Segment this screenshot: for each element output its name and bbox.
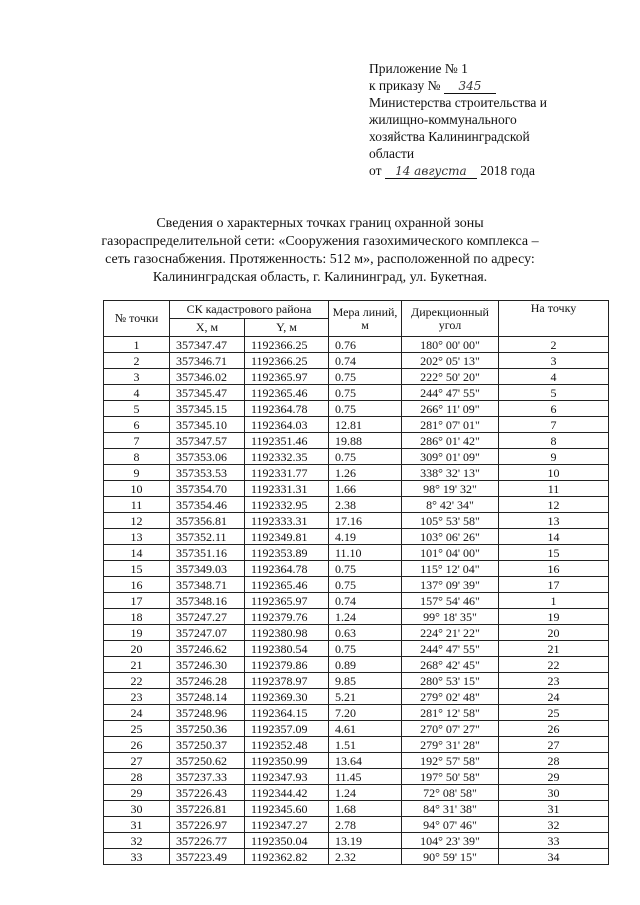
cell-y: 1192365.97 — [245, 593, 329, 609]
heading-line-3: сеть газоснабжения. Протяженность: 512 м», расположенной по адресу: — [105, 252, 535, 267]
cell-to-point: 21 — [499, 641, 609, 657]
cell-x: 357353.53 — [170, 465, 245, 481]
date-prefix: от — [369, 163, 382, 178]
cell-direction: 103° 06' 26" — [402, 529, 499, 545]
cell-measure: 0.74 — [329, 353, 402, 369]
cell-direction: 202° 05' 13" — [402, 353, 499, 369]
cell-to-point: 2 — [499, 337, 609, 353]
header-y: Y, м — [245, 319, 329, 337]
cell-direction: 244° 47' 55" — [402, 641, 499, 657]
cell-direction: 99° 18' 35" — [402, 609, 499, 625]
cell-measure: 0.74 — [329, 593, 402, 609]
cell-point: 15 — [104, 561, 170, 577]
cell-measure: 2.38 — [329, 497, 402, 513]
cell-direction: 72° 08' 58" — [402, 785, 499, 801]
table-row — [104, 817, 609, 833]
cell-direction: 279° 02' 48" — [402, 689, 499, 705]
cell-y: 1192364.03 — [245, 417, 329, 433]
cell-x: 357246.28 — [170, 673, 245, 689]
table-row — [104, 449, 609, 465]
cell-direction: 224° 21' 22" — [402, 625, 499, 641]
cell-measure: 4.61 — [329, 721, 402, 737]
table-row — [104, 833, 609, 849]
cell-to-point: 27 — [499, 737, 609, 753]
cell-y: 1192379.76 — [245, 609, 329, 625]
cell-direction: 84° 31' 38" — [402, 801, 499, 817]
cell-x: 357354.46 — [170, 497, 245, 513]
cell-measure: 2.78 — [329, 817, 402, 833]
cell-measure: 0.75 — [329, 385, 402, 401]
cell-direction: 338° 32' 13" — [402, 465, 499, 481]
cell-y: 1192347.27 — [245, 817, 329, 833]
header-sk: СК кадастрового района — [170, 301, 329, 319]
cell-to-point: 8 — [499, 433, 609, 449]
cell-measure: 0.75 — [329, 401, 402, 417]
cell-point: 12 — [104, 513, 170, 529]
table-row — [104, 337, 609, 353]
cell-to-point: 5 — [499, 385, 609, 401]
points-table — [103, 300, 609, 865]
org-line-3: хозяйства Калининградской — [369, 129, 530, 144]
cell-x: 357246.30 — [170, 657, 245, 673]
table-row — [104, 769, 609, 785]
cell-x: 357250.62 — [170, 753, 245, 769]
cell-x: 357250.37 — [170, 737, 245, 753]
cell-x: 357345.10 — [170, 417, 245, 433]
cell-y: 1192380.98 — [245, 625, 329, 641]
cell-measure: 0.76 — [329, 337, 402, 353]
cell-y: 1192357.09 — [245, 721, 329, 737]
cell-y: 1192364.78 — [245, 401, 329, 417]
cell-point: 4 — [104, 385, 170, 401]
cell-to-point: 9 — [499, 449, 609, 465]
cell-point: 29 — [104, 785, 170, 801]
cell-y: 1192331.31 — [245, 481, 329, 497]
cell-point: 7 — [104, 433, 170, 449]
points-table-body — [104, 337, 609, 865]
date-handwritten: 14 августа — [385, 165, 477, 179]
cell-direction: 280° 53' 15" — [402, 673, 499, 689]
cell-y: 1192379.86 — [245, 657, 329, 673]
org-line-1: Министерства строительства и — [369, 95, 548, 110]
cell-point: 27 — [104, 753, 170, 769]
cell-measure: 1.26 — [329, 465, 402, 481]
cell-to-point: 34 — [499, 849, 609, 865]
cell-x: 357353.06 — [170, 449, 245, 465]
cell-to-point: 20 — [499, 625, 609, 641]
cell-to-point: 11 — [499, 481, 609, 497]
cell-y: 1192362.82 — [245, 849, 329, 865]
cell-to-point: 29 — [499, 769, 609, 785]
cell-y: 1192366.25 — [245, 353, 329, 369]
cell-measure: 2.32 — [329, 849, 402, 865]
cell-measure: 12.81 — [329, 417, 402, 433]
cell-y: 1192345.60 — [245, 801, 329, 817]
heading-line-4: Калининградская область, г. Калининград, ул. Букетная. — [152, 270, 488, 285]
cell-measure: 1.68 — [329, 801, 402, 817]
cell-measure: 11.10 — [329, 545, 402, 561]
cell-x: 357246.62 — [170, 641, 245, 657]
cell-y: 1192380.54 — [245, 641, 329, 657]
cell-y: 1192332.35 — [245, 449, 329, 465]
table-row — [104, 609, 609, 625]
cell-measure: 1.51 — [329, 737, 402, 753]
cell-point: 8 — [104, 449, 170, 465]
cell-measure: 0.75 — [329, 449, 402, 465]
cell-x: 357247.07 — [170, 625, 245, 641]
cell-x: 357352.11 — [170, 529, 245, 545]
cell-point: 30 — [104, 801, 170, 817]
cell-measure: 0.63 — [329, 625, 402, 641]
cell-direction: 286° 01' 42" — [402, 433, 499, 449]
heading-line-2: газораспределительной сети: «Сооружения газохимического комплекса – — [101, 234, 539, 249]
cell-x: 357226.97 — [170, 817, 245, 833]
header-point: № точки — [104, 301, 170, 337]
cell-measure: 0.89 — [329, 657, 402, 673]
table-row — [104, 529, 609, 545]
date-suffix: 2018 года — [480, 163, 536, 178]
cell-y: 1192365.97 — [245, 369, 329, 385]
cell-direction: 101° 04' 00" — [402, 545, 499, 561]
cell-direction: 266° 11' 09" — [402, 401, 499, 417]
cell-to-point: 3 — [499, 353, 609, 369]
cell-y: 1192353.89 — [245, 545, 329, 561]
cell-to-point: 28 — [499, 753, 609, 769]
cell-to-point: 33 — [499, 833, 609, 849]
cell-direction: 222° 50' 20" — [402, 369, 499, 385]
order-number-handwritten: 345 — [444, 80, 496, 94]
cell-to-point: 1 — [499, 593, 609, 609]
cell-point: 24 — [104, 705, 170, 721]
cell-x: 357226.43 — [170, 785, 245, 801]
date-line — [369, 162, 619, 179]
cell-point: 18 — [104, 609, 170, 625]
cell-point: 13 — [104, 529, 170, 545]
header-x: X, м — [170, 319, 245, 337]
cell-to-point: 10 — [499, 465, 609, 481]
cell-to-point: 30 — [499, 785, 609, 801]
cell-y: 1192331.77 — [245, 465, 329, 481]
cell-y: 1192332.95 — [245, 497, 329, 513]
cell-to-point: 6 — [499, 401, 609, 417]
header-direction: Дирекционный угол — [402, 301, 499, 337]
cell-to-point: 22 — [499, 657, 609, 673]
table-row — [104, 417, 609, 433]
table-row — [104, 561, 609, 577]
cell-x: 357349.03 — [170, 561, 245, 577]
cell-to-point: 19 — [499, 609, 609, 625]
cell-y: 1192352.48 — [245, 737, 329, 753]
cell-direction: 98° 19' 32" — [402, 481, 499, 497]
cell-direction: 105° 53' 58" — [402, 513, 499, 529]
cell-direction: 8° 42' 34" — [402, 497, 499, 513]
table-row — [104, 481, 609, 497]
table-row — [104, 737, 609, 753]
cell-y: 1192364.78 — [245, 561, 329, 577]
cell-y: 1192351.46 — [245, 433, 329, 449]
cell-x: 357345.15 — [170, 401, 245, 417]
cell-x: 357226.77 — [170, 833, 245, 849]
table-row — [104, 641, 609, 657]
cell-to-point: 16 — [499, 561, 609, 577]
appendix-title: Приложение № 1 — [369, 61, 468, 76]
cell-measure: 7.20 — [329, 705, 402, 721]
cell-point: 19 — [104, 625, 170, 641]
header-to-point: На точку — [499, 301, 609, 337]
cell-direction: 281° 07' 01" — [402, 417, 499, 433]
cell-direction: 137° 09' 39" — [402, 577, 499, 593]
cell-point: 6 — [104, 417, 170, 433]
table-row — [104, 801, 609, 817]
cell-direction: 90° 59' 15" — [402, 849, 499, 865]
cell-direction: 279° 31' 28" — [402, 737, 499, 753]
cell-x: 357347.47 — [170, 337, 245, 353]
cell-measure: 19.88 — [329, 433, 402, 449]
cell-point: 26 — [104, 737, 170, 753]
cell-x: 357247.27 — [170, 609, 245, 625]
table-row — [104, 849, 609, 865]
org-line-2: жилищно-коммунального — [369, 112, 517, 127]
cell-x: 357237.33 — [170, 769, 245, 785]
table-row — [104, 593, 609, 609]
cell-point: 9 — [104, 465, 170, 481]
cell-measure: 1.24 — [329, 785, 402, 801]
cell-to-point: 24 — [499, 689, 609, 705]
table-row — [104, 401, 609, 417]
cell-y: 1192369.30 — [245, 689, 329, 705]
table-row — [104, 657, 609, 673]
cell-point: 33 — [104, 849, 170, 865]
cell-point: 22 — [104, 673, 170, 689]
header-measure: Мера линий, м — [329, 301, 402, 337]
cell-x: 357351.16 — [170, 545, 245, 561]
cell-direction: 180° 00' 00" — [402, 337, 499, 353]
cell-measure: 13.64 — [329, 753, 402, 769]
cell-point: 5 — [104, 401, 170, 417]
cell-to-point: 14 — [499, 529, 609, 545]
cell-point: 21 — [104, 657, 170, 673]
cell-y: 1192378.97 — [245, 673, 329, 689]
cell-direction: 157° 54' 46" — [402, 593, 499, 609]
cell-x: 357248.14 — [170, 689, 245, 705]
table-row — [104, 497, 609, 513]
cell-y: 1192364.15 — [245, 705, 329, 721]
cell-x: 357223.49 — [170, 849, 245, 865]
cell-point: 10 — [104, 481, 170, 497]
table-row — [104, 353, 609, 369]
table-row — [104, 513, 609, 529]
cell-measure: 1.24 — [329, 609, 402, 625]
cell-to-point: 32 — [499, 817, 609, 833]
cell-x: 357354.70 — [170, 481, 245, 497]
cell-to-point: 25 — [499, 705, 609, 721]
cell-y: 1192349.81 — [245, 529, 329, 545]
cell-direction: 244° 47' 55" — [402, 385, 499, 401]
cell-direction: 94° 07' 46" — [402, 817, 499, 833]
cell-point: 16 — [104, 577, 170, 593]
table-row — [104, 721, 609, 737]
order-prefix: к приказу № — [369, 78, 441, 93]
cell-y: 1192350.99 — [245, 753, 329, 769]
cell-direction: 192° 57' 58" — [402, 753, 499, 769]
cell-point: 20 — [104, 641, 170, 657]
table-row — [104, 433, 609, 449]
cell-measure: 4.19 — [329, 529, 402, 545]
cell-point: 1 — [104, 337, 170, 353]
table-row — [104, 673, 609, 689]
cell-to-point: 26 — [499, 721, 609, 737]
table-row — [104, 385, 609, 401]
cell-measure: 0.75 — [329, 641, 402, 657]
table-row — [104, 369, 609, 385]
cell-y: 1192365.46 — [245, 577, 329, 593]
cell-direction: 104° 23' 39" — [402, 833, 499, 849]
cell-to-point: 4 — [499, 369, 609, 385]
cell-point: 2 — [104, 353, 170, 369]
cell-point: 23 — [104, 689, 170, 705]
cell-direction: 281° 12' 58" — [402, 705, 499, 721]
cell-x: 357248.96 — [170, 705, 245, 721]
cell-y: 1192350.04 — [245, 833, 329, 849]
org-line-4: области — [369, 146, 415, 161]
table-row — [104, 577, 609, 593]
cell-direction: 115° 12' 04" — [402, 561, 499, 577]
cell-x: 357346.02 — [170, 369, 245, 385]
cell-to-point: 7 — [499, 417, 609, 433]
table-row — [104, 753, 609, 769]
cell-measure: 13.19 — [329, 833, 402, 849]
cell-y: 1192366.25 — [245, 337, 329, 353]
table-row — [104, 785, 609, 801]
table-row — [104, 545, 609, 561]
cell-point: 31 — [104, 817, 170, 833]
cell-point: 32 — [104, 833, 170, 849]
cell-measure: 17.16 — [329, 513, 402, 529]
cell-x: 357348.16 — [170, 593, 245, 609]
cell-measure: 5.21 — [329, 689, 402, 705]
table-row — [104, 465, 609, 481]
table-row — [104, 625, 609, 641]
cell-direction: 309° 01' 09" — [402, 449, 499, 465]
cell-measure: 0.75 — [329, 577, 402, 593]
cell-measure: 1.66 — [329, 481, 402, 497]
document-heading — [60, 215, 580, 287]
heading-line-1: Сведения о характерных точках границ охранной зоны — [156, 216, 484, 231]
cell-y: 1192347.93 — [245, 769, 329, 785]
cell-y: 1192333.31 — [245, 513, 329, 529]
cell-x: 357250.36 — [170, 721, 245, 737]
cell-to-point: 15 — [499, 545, 609, 561]
cell-point: 28 — [104, 769, 170, 785]
cell-to-point: 17 — [499, 577, 609, 593]
cell-measure: 0.75 — [329, 369, 402, 385]
cell-x: 357347.57 — [170, 433, 245, 449]
cell-measure: 9.85 — [329, 673, 402, 689]
cell-measure: 0.75 — [329, 561, 402, 577]
cell-y: 1192344.42 — [245, 785, 329, 801]
cell-direction: 270° 07' 27" — [402, 721, 499, 737]
order-line — [369, 77, 619, 94]
cell-point: 14 — [104, 545, 170, 561]
cell-direction: 197° 50' 58" — [402, 769, 499, 785]
cell-x: 357356.81 — [170, 513, 245, 529]
cell-to-point: 13 — [499, 513, 609, 529]
cell-point: 25 — [104, 721, 170, 737]
cell-x: 357348.71 — [170, 577, 245, 593]
cell-to-point: 12 — [499, 497, 609, 513]
cell-direction: 268° 42' 45" — [402, 657, 499, 673]
cell-x: 357345.47 — [170, 385, 245, 401]
cell-x: 357346.71 — [170, 353, 245, 369]
table-row — [104, 705, 609, 721]
cell-point: 11 — [104, 497, 170, 513]
table-row — [104, 689, 609, 705]
appendix-block — [369, 60, 619, 179]
cell-measure: 11.45 — [329, 769, 402, 785]
cell-point: 17 — [104, 593, 170, 609]
cell-point: 3 — [104, 369, 170, 385]
cell-y: 1192365.46 — [245, 385, 329, 401]
cell-x: 357226.81 — [170, 801, 245, 817]
cell-to-point: 23 — [499, 673, 609, 689]
cell-to-point: 31 — [499, 801, 609, 817]
